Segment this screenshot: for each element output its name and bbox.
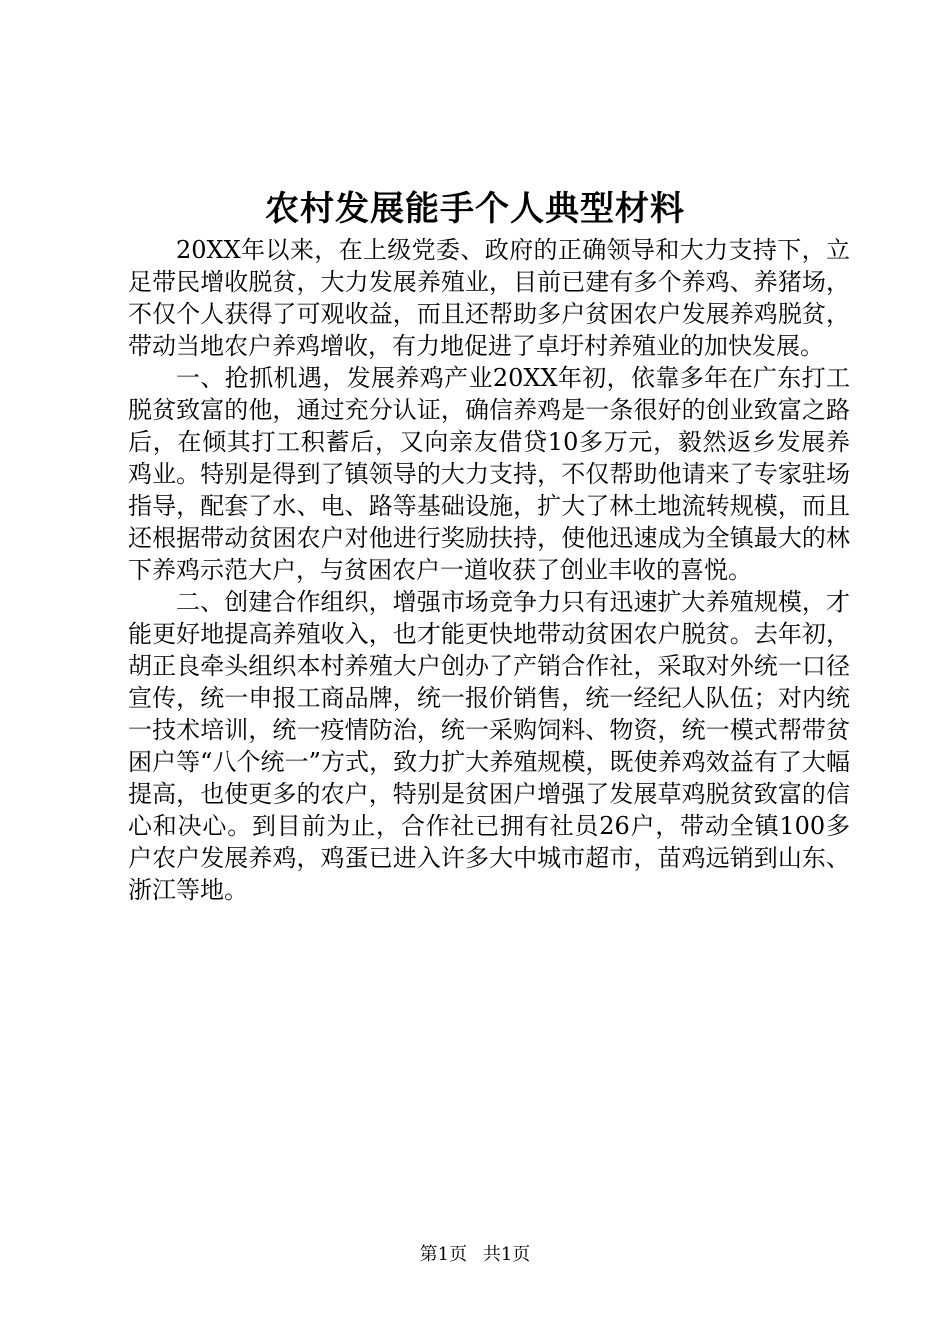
document-title: 农村发展能手个人典型材料	[265, 189, 685, 229]
paragraph-section-two: 二、创建合作组织，增强市场竞争力只有迅速扩大养殖规模，才能更好地提高养殖收入，也才能更快地带动贫困农户脱贫。去年初，胡正良牵头组织本村养殖大户创办了产销合作社，采取对外统一口径宣传，统一申报工商品牌，统一报价销售，统一经纪人队伍；对内统一技术培训，统一疫情防治，统一采购饲料、物资，统一模式帮带贫困户等“八个统一”方式，致力扩大养殖规模，既使养鸡效益有了大幅提高，也使更多的农户，特别是贫困户增强了发展草鸡脱贫致富的信心和决心。到目前为止，合作社已拥有社员26户，带动全镇100多户农户发展养鸡，鸡蛋已进入许多大中城市超市，苗鸡远销到山东、浙江等地。	[128, 588, 850, 904]
page-footer	[0, 1244, 950, 1266]
paragraph-intro: 20XX年以来，在上级党委、政府的正确领导和大力支持下，立足带民增收脱贫，大力发展养殖业，目前已建有多个养鸡、养猪场，不仅个人获得了可观收益，而且还帮助多户贫困农户发展养鸡脱贫，带动当地农户养鸡增收，有力地促进了卓圩村养殖业的加快发展。	[128, 236, 850, 360]
page-total: 共1页	[482, 1244, 531, 1265]
page-number: 第1页	[419, 1244, 468, 1265]
paragraph-section-one: 一、抢抓机遇，发展养鸡产业20XX年初，依靠多年在广东打工脱贫致富的他，通过充分认证，确信养鸡是一条很好的创业致富之路后，在倾其打工积蓄后，又向亲友借贷10多万元，毅然返乡发展养鸡业。特别是得到了镇领导的大力支持，不仅帮助他请来了专家驻场指导，配套了水、电、路等基础设施，扩大了林土地流转规模，而且还根据带动贫困农户对他进行奖励扶持，使他迅速成为全镇最大的林下养鸡示范大户，与贫困农户一道收获了创业丰收的喜悦。	[128, 364, 850, 584]
document-body	[128, 234, 850, 906]
